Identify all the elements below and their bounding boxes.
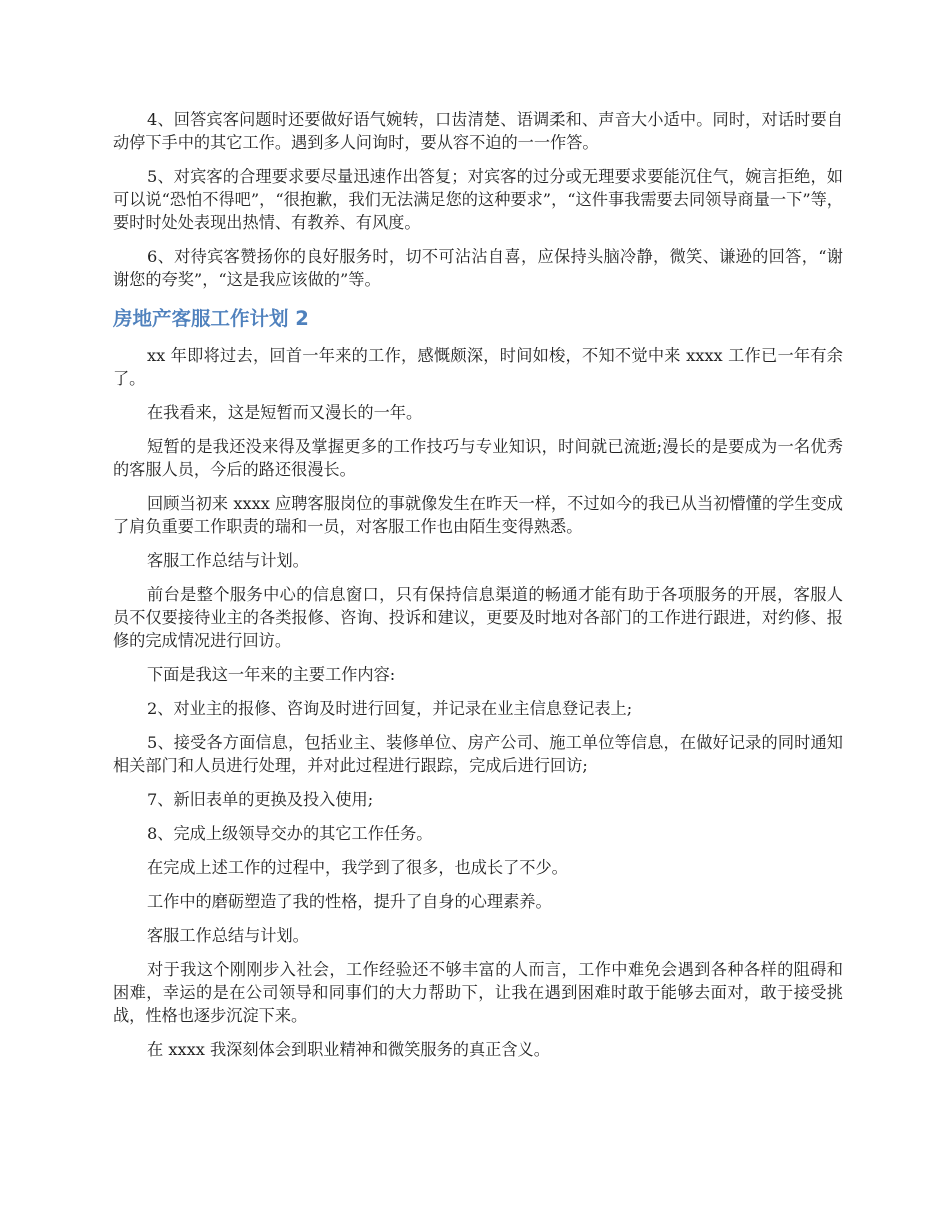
paragraph-difficulties: 对于我这个刚刚步入社会，工作经验还不够丰富的人而言，工作中难免会遇到各种各样的阻碍和困难，幸运的是在公司领导和同事们的大力帮助下，让我在遇到困难时敢于能够去面对，敢于接受挑战，性格也逐步沉淀下来。 [113,960,843,1025]
list-item-other-tasks: 8、完成上级领导交办的其它工作任务。 [147,824,433,843]
paragraph-character: 工作中的磨砺塑造了我的性格，提升了自身的心理素养。 [147,892,552,911]
list-item-repair-reply: 2、对业主的报修、咨询及时进行回复，并记录在业主信息登记表上; [147,699,633,718]
paragraph-summary-plan-2: 客服工作总结与计划。 [147,926,309,945]
paragraph-praise-response: 6、对待宾客赞扬你的良好服务时，切不可沾沾自喜，应保持头脑冷静，微笑、谦逊的回答，“谢谢您的夸奖”，“这是我应该做的”等。 [113,247,843,289]
paragraph-short-long-year: 在我看来，这是短暂而又漫长的一年。 [147,403,423,422]
paragraph-main-work-intro: 下面是我这一年来的主要工作内容: [147,665,396,684]
paragraph-answer-questions: 4、回答宾客问题时还要做好语气婉转，口齿清楚、语调柔和、声音大小适中。同时，对话时要自动停下手中的其它工作。遇到多人问询时，要从容不迫的一一作答。 [113,110,843,152]
document-page [113,108,843,1072]
paragraph-learned-much: 在完成上述工作的过程中，我学到了很多，也成长了不少。 [147,858,568,877]
paragraph-short-long-explained: 短暂的是我还没来得及掌握更多的工作技巧与专业知识，时间就已流逝;漫长的是要成为一名优秀的客服人员，今后的路还很漫长。 [113,437,843,479]
paragraph-reasonable-requests: 5、对宾客的合理要求要尽量迅速作出答复；对宾客的过分或无理要求要能沉住气，婉言拒绝，如可以说“恐怕不得吧”，“很抱歉，我们无法满足您的这种要求”，“这件事我需要去同领导商量一下”等，要时时处处表现出热情、有教养、有风度。 [113,167,843,232]
paragraph-professionalism: 在 xxxx 我深刻体会到职业精神和微笑服务的真正含义。 [147,1040,550,1059]
paragraph-summary-plan: 客服工作总结与计划。 [147,551,309,570]
paragraph-recall-joining: 回顾当初来 xxxx 应聘客服岗位的事就像发生在昨天一样，不过如今的我已从当初懵懂的学生变成了肩负重要工作职责的瑞和一员，对客服工作也由陌生变得熟悉。 [113,494,843,536]
section-heading: 房地产客服工作计划 2 [113,307,309,330]
paragraph-front-desk: 前台是整个服务中心的信息窗口，只有保持信息渠道的畅通才能有助于各项服务的开展，客服人员不仅要接待业主的各类报修、咨询、投诉和建议，更要及时地对各部门的工作进行跟进，对约修、报修的完成情况进行回访。 [113,585,843,650]
list-item-receive-info: 5、接受各方面信息，包括业主、装修单位、房产公司、施工单位等信息，在做好记录的同时通知相关部门和人员进行处理，并对此过程进行跟踪，完成后进行回访; [113,733,843,775]
paragraph-year-review: xx 年即将过去，回首一年来的工作，感慨颇深，时间如梭，不知不觉中来 xxxx 工作已一年有余了。 [113,346,843,388]
list-item-forms: 7、新旧表单的更换及投入使用; [147,790,374,809]
